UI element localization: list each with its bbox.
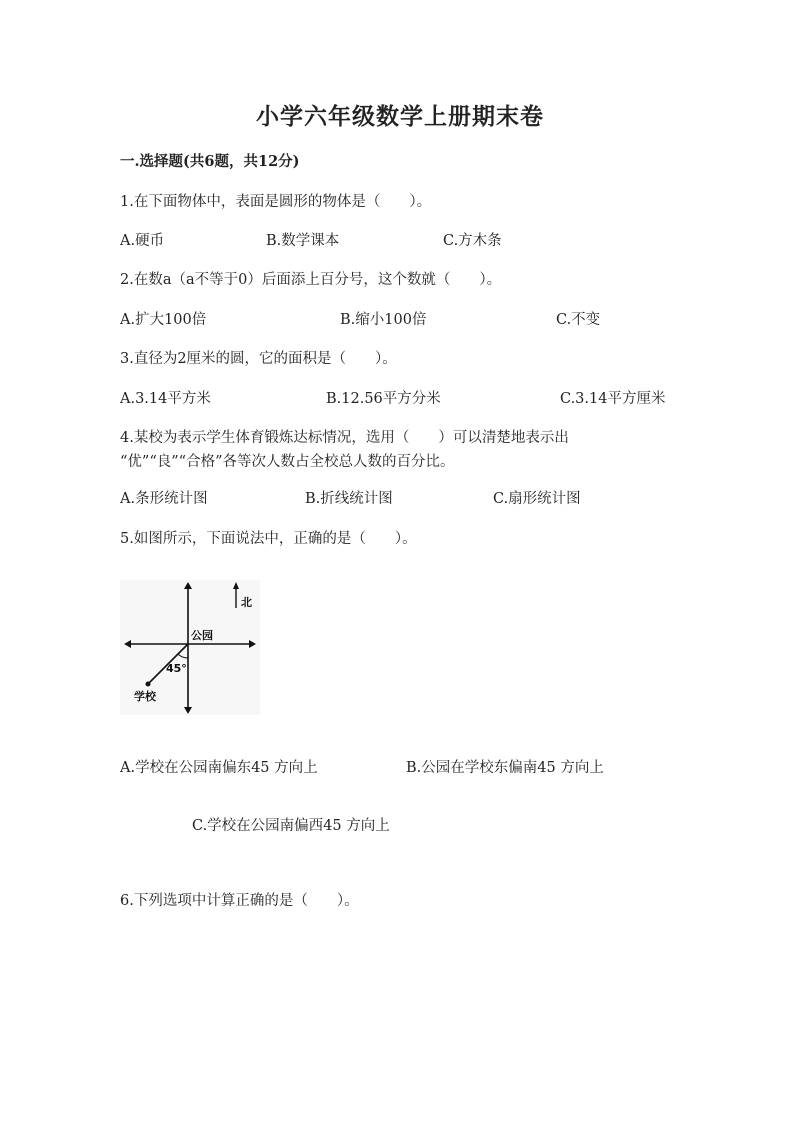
question-5-text: 5.如图所示，下面说法中，正确的是（ ）。	[120, 531, 417, 547]
west-arrowhead	[124, 640, 131, 648]
question-4-option-b: B.折线统计图	[305, 491, 393, 507]
question-3-text: 3.直径为2厘米的圆，它的面积是（ ）。	[120, 351, 397, 367]
south-arrowhead	[184, 707, 192, 714]
question-3-option-b: B.12.56平方分米	[326, 391, 441, 407]
north-indicator-arrow	[233, 582, 239, 589]
question-4-option-a: A.条形统计图	[120, 491, 208, 507]
page-title: 小学六年级数学上册期末卷	[256, 103, 544, 130]
question-1-text: 1.在下面物体中，表面是圆形的物体是（ ）。	[120, 194, 432, 210]
park-label: 公园	[191, 629, 213, 642]
north-label: 北	[241, 596, 252, 609]
question-2-option-b: B.缩小100倍	[340, 312, 427, 328]
question-5-option-c: C.学校在公园南偏西45 方向上	[192, 818, 390, 834]
question-5-option-a: A.学校在公园南偏东45 方向上	[120, 760, 318, 776]
question-2-option-a: A.扩大100倍	[120, 312, 207, 328]
east-arrowhead	[249, 640, 256, 648]
direction-figure	[120, 580, 260, 715]
school-point	[146, 682, 151, 687]
question-5-option-b: B.公园在学校东偏南45 方向上	[406, 760, 604, 776]
question-2-text: 2.在数a（a不等于0）后面添上百分号，这个数就（ ）。	[120, 272, 502, 288]
question-3-option-c: C.3.14平方厘米	[560, 391, 666, 407]
question-4-text: 4.某校为表示学生体育锻炼达标情况，选用（ ）可以清楚地表示出	[120, 430, 569, 446]
angle-label: 45°	[166, 662, 187, 675]
angle-arc	[178, 654, 188, 658]
north-arrowhead	[184, 582, 192, 589]
question-1-option-b: B.数学课本	[266, 233, 340, 249]
question-1-option-a: A.硬币	[120, 233, 165, 249]
question-6-text: 6.下列选项中计算正确的是（ ）。	[120, 893, 359, 909]
question-1-option-c: C.方木条	[443, 233, 502, 249]
school-label: 学校	[134, 690, 156, 703]
question-4-text-line-2: “优”“良”“合格”各等次人数占全校总人数的百分比。	[120, 454, 455, 470]
question-3-option-a: A.3.14平方米	[120, 391, 211, 407]
section-heading: 一.选择题(共6题，共12分)	[120, 153, 300, 170]
question-4-option-c: C.扇形统计图	[493, 491, 581, 507]
question-2-option-c: C.不变	[556, 312, 601, 328]
direction-diagram	[120, 580, 260, 715]
